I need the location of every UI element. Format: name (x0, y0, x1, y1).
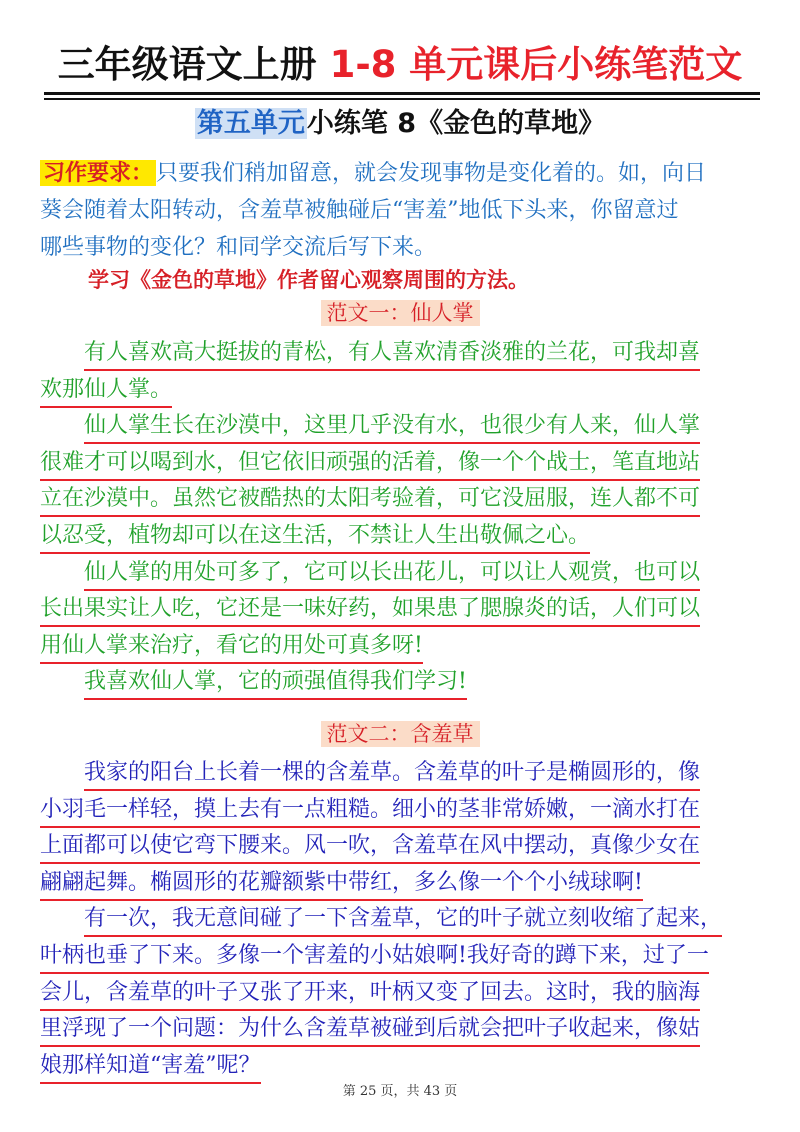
essay-line (40, 336, 770, 373)
essay1-body (40, 336, 770, 702)
essay-line-text: 小羽毛一样轻，摸上去有一点粗糙。细小的茎非常娇嫩，一滴水打在 (40, 794, 700, 828)
essay-line (40, 829, 770, 866)
essay-line-text: 翩翩起舞。椭圆形的花瓣额紫中带红，多么像一个个小绒球啊! (40, 867, 643, 901)
essay-line (40, 373, 770, 410)
method-note: 学习《金色的草地》作者留心观察周围的方法。 (88, 267, 529, 292)
essay-line (40, 866, 770, 903)
essay-line (40, 756, 770, 793)
essay-line-text: 里浮现了一个问题：为什么含羞草被碰到后就会把叶子收起来，像姑 (40, 1013, 700, 1047)
essay-line-text: 我喜欢仙人掌，它的顽强值得我们学习! (84, 666, 467, 700)
essay-line (40, 409, 770, 446)
essay-line (40, 446, 770, 483)
requirement-line (40, 155, 770, 192)
section-subtitle (40, 104, 760, 144)
essay-line-text: 上面都可以使它弯下腰来。风一吹，含羞草在风中摆动，真像少女在 (40, 830, 700, 864)
page-number: 第 25 页，共 43 页 (342, 1084, 458, 1099)
essay-line (40, 519, 770, 556)
essay-line-text: 很难才可以喝到水，但它依旧顽强的活着，像一个个战士，笔直地站 (40, 447, 700, 481)
essay1-title-text: 范文一：仙人掌 (321, 300, 480, 326)
essay-line (40, 482, 770, 519)
requirement-label: 习作要求： (40, 160, 156, 186)
essay-line-text: 以忍受，植物却可以在这生活，不禁让人生出敬佩之心。 (40, 520, 590, 554)
essay-line (40, 592, 770, 629)
unit-label: 第五单元 (196, 108, 305, 139)
essay2-body (40, 756, 770, 1085)
requirement-line: 葵会随着太阳转动，含羞草被触碰后“害羞”地低下头来，你留意过 (40, 198, 679, 223)
essay2-title (300, 717, 500, 751)
essay-line-text: 仙人掌生长在沙漠中，这里几乎没有水，也很少有人来，仙人掌 (84, 410, 700, 444)
essay-line-text: 我家的阳台上长着一棵的含羞草。含羞草的叶子是椭圆形的，像 (84, 757, 700, 791)
essay-line-text: 娘那样知道“害羞”呢？ (40, 1050, 261, 1084)
essay-line-text: 有一次，我无意间碰了一下含羞草，它的叶子就立刻收缩了起来， (84, 903, 722, 937)
subtitle-rest: 小练笔 8《金色的草地》 (306, 108, 606, 139)
writing-requirement (40, 155, 770, 266)
page-title (40, 40, 760, 90)
essay-line (40, 665, 770, 702)
essay-line-text: 立在沙漠中。虽然它被酷热的太阳考验着，可它没屈服，连人都不可 (40, 483, 700, 517)
essay-line (40, 976, 770, 1013)
requirement-line: 哪些事物的变化？和同学交流后写下来。 (40, 235, 437, 260)
essay2-title-text: 范文二：含羞草 (321, 721, 480, 747)
essay-line (40, 1012, 770, 1049)
essay-line-text: 有人喜欢高大挺拔的青松，有人喜欢清香淡雅的兰花，可我却喜 (84, 337, 700, 371)
essay-line-text: 欢那仙人掌。 (40, 374, 172, 408)
title-underline-thin (44, 98, 760, 100)
essay-line (40, 629, 770, 666)
essay-line (40, 556, 770, 593)
requirement-text: 只要我们稍加留意，就会发现事物是变化着的。如，向日 (156, 161, 707, 186)
essay-line (40, 793, 770, 830)
essay-line-text: 长出果实让人吃，它还是一味好药，如果患了腮腺炎的话，人们可以 (40, 593, 700, 627)
title-underline-thick (44, 92, 760, 95)
essay-line-text: 仙人掌的用处可多了，它可以长出花儿，可以让人观赏，也可以 (84, 557, 700, 591)
essay1-title (300, 296, 500, 330)
essay-line-text: 会儿，含羞草的叶子又张了开来，叶柄又变了回去。这时，我的脑海 (40, 977, 700, 1011)
essay-line (40, 902, 770, 939)
essay-line-text: 叶柄也垂了下来。多像一个害羞的小姑娘啊!我好奇的蹲下来，过了一 (40, 940, 709, 974)
title-red-part: 1-8 单元课后小练笔范文 (329, 43, 743, 86)
essay-line-text: 用仙人掌来治疗，看它的用处可真多呀! (40, 630, 423, 664)
title-black-part: 三年级语文上册 (57, 43, 330, 86)
essay-line (40, 939, 770, 976)
